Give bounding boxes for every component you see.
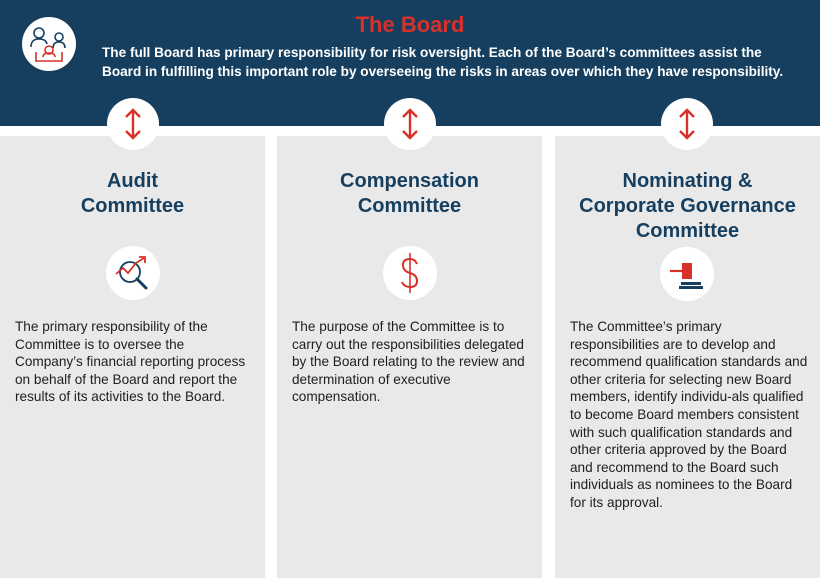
dollar-sign-icon [383, 246, 437, 300]
committee-description: The primary responsibility of the Committee is to oversee the Company’s financial reporting process on behalf of the Board and report the results of its activities to the Board. [15, 319, 246, 405]
nominating-governance-committee-panel [555, 136, 820, 578]
board-description: The full Board has primary responsibility for risk oversight. Each of the Board’s committees assist the Board in fulfilling this important role by overseeing the risks in areas over which they have responsibility. [102, 45, 784, 79]
committee-title [277, 169, 542, 219]
board-title: The Board [355, 12, 465, 37]
committee-description: The Committee’s primary responsibilities are to develop and recommend qualification standards and other criteria for selecting new Board members, identify individu-als qualified to become Board members consistent with such qualification standards and other criteria approved by the Board and recommend to the Board such individuals as nominees to the Board for its approval. [570, 319, 808, 510]
committee-title [0, 169, 265, 219]
committee-title-line: Committee [635, 220, 740, 242]
magnifier-chart-icon [106, 246, 160, 300]
committee-description: The purpose of the Committee is to carry out the responsibilities delegated by the Board relating to the review and determination of executive compensation. [292, 319, 525, 405]
compensation-committee-panel [277, 136, 542, 578]
committee-title-line: Compensation [340, 170, 479, 192]
committee-title-line: Committee [357, 195, 462, 217]
double-arrow-icon [384, 98, 436, 150]
gavel-icon [660, 247, 714, 301]
committee-title-line: Committee [80, 195, 185, 217]
committee-title [555, 169, 820, 244]
audit-committee-panel [0, 136, 265, 578]
committee-title-line: Nominating & [622, 170, 753, 192]
committee-title-line: Audit [106, 170, 159, 192]
double-arrow-icon [661, 98, 713, 150]
committee-title-line: Corporate Governance [579, 195, 796, 217]
double-arrow-icon [107, 98, 159, 150]
